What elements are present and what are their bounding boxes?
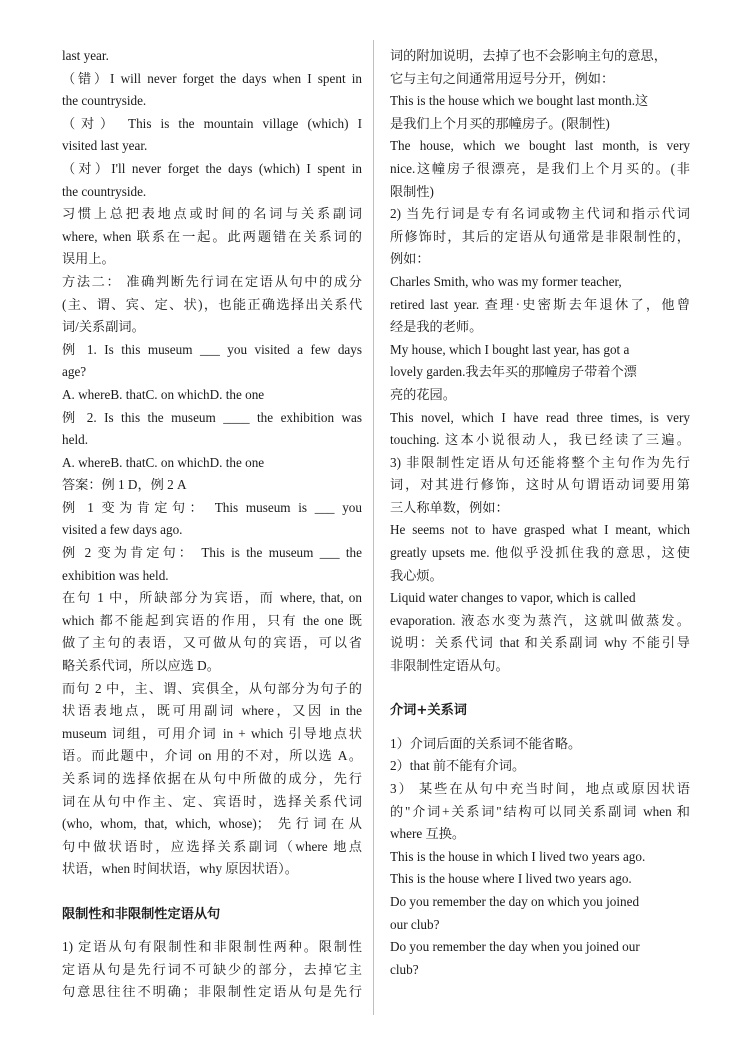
text-line: retired last year. 查理·史密斯去年退休了，他曾 (390, 296, 690, 312)
right-after (390, 733, 690, 982)
text-line: evaporation. 液态水变为蒸汽，这就叫做蒸发。 (390, 612, 690, 628)
text-line: 限制性) (390, 183, 434, 199)
text-line: 误用上。 (62, 251, 115, 267)
text-line: 词的附加说明，去掉了也不会影响主句的意思， (390, 48, 667, 63)
text-line: 句中做状语时，应选择关系副词（where 地点 (62, 838, 362, 854)
text-line: （对） This is the mountain village (which) I (62, 115, 362, 131)
text-line: 关系词的选择依据在从句中所做的成分，先行 (62, 771, 362, 786)
text-line: 词，对其进行修饰，这时从句谓语动词要用第 (390, 477, 690, 493)
text-line: This novel, which I have read three times, is very (390, 409, 690, 425)
text-line: 说明：关系代词 that 和关系副词 why 不能引导 (390, 635, 690, 651)
text-line: where 互换。 (390, 826, 466, 842)
text-line: 做了主句的表语，又可做从句的宾语，可以省 (62, 635, 362, 651)
text-line: The house, which we bought last month, is very (390, 138, 690, 154)
text-line: our club? (390, 916, 440, 932)
text-line: 定语从句是先行词不可缺少的部分，去掉它主 (62, 961, 362, 977)
text-line: held. (62, 432, 89, 448)
text-line: 非限制性定语从句。 (390, 658, 509, 674)
text-line: nice.这幢房子很漂亮，是我们上个月买的。(非 (390, 160, 690, 176)
text-line: 答案：例 1 D，例 2 A (62, 477, 187, 493)
text-line: （对）I'll never forget the days (which) I spent in (62, 160, 362, 176)
text-line: age? (62, 364, 87, 380)
text-line: 句意思往往不明确；非限制性定语从句是先行 (62, 984, 362, 1000)
text-line: 的"介词+关系词"结构可以同关系副词 when 和 (390, 803, 690, 819)
text-line: 状语表地点，既可用副词 where，又因 in the (62, 703, 362, 719)
text-line: Do you remember the day on which you joined (390, 893, 640, 909)
text-line: 2) 当先行词是专有名词或物主代词和指示代词 (390, 206, 690, 222)
column-divider (373, 40, 374, 1015)
right-body (390, 45, 690, 678)
text-line: This is the house in which I lived two years ago. (390, 848, 646, 864)
text-line: 所修饰时，其后的定语从句通常是非限制性的， (390, 228, 690, 244)
text-line: 词在从句中作主、定、宾语时，选择关系代词 (62, 793, 362, 809)
text-line: exhibition was held. (62, 567, 169, 583)
text-line: 语。而此题中，介词 on 用的不对，所以选 A。 (62, 748, 362, 764)
text-line: 3） 某些在从句中充当时间，地点或原因状语 (390, 781, 690, 796)
text-line: A. whereB. thatC. on whichD. the one (62, 386, 265, 402)
text-line: 3) 非限制性定语从句还能将整个主句作为先行 (390, 454, 690, 470)
left-after (62, 936, 362, 1004)
text-line: where, when 联系在一起。此两题错在关系词的 (62, 228, 362, 244)
text-line: 1）介词后面的关系词不能省略。 (390, 735, 582, 751)
text-line: (who, whom, that, which, whose)； 先行词在从 (62, 816, 362, 832)
text-line: （错）I will never forget the days when I spent in (62, 70, 362, 86)
left-column (62, 45, 362, 1004)
text-line: 2）that 前不能有介词。 (390, 758, 526, 774)
text-line: My house, which I bought last year, has got a (390, 341, 630, 357)
text-line: 三人称单数，例如： (390, 499, 509, 515)
text-line: 我心烦。 (390, 567, 443, 583)
text-line: 1) 定语从句有限制性和非限制性两种。限制性 (62, 939, 362, 955)
text-line: visited a few days ago. (62, 522, 183, 538)
text-line: the countryside. (62, 93, 147, 109)
text-line: 而句 2 中，主、谓、宾俱全，从句部分为句子的 (62, 680, 362, 696)
text-line: 词/关系副词。 (62, 319, 145, 335)
text-line: 略关系代词，所以应选 D。 (62, 658, 220, 674)
text-line: He seems not to have grasped what I meant, which (390, 522, 690, 538)
text-line: greatly upsets me. 他似乎没抓住我的意思，这使 (390, 545, 690, 561)
text-line: 经是我的老师。 (390, 319, 483, 335)
text-line: which 都不能起到宾语的作用，只有 the one 既 (62, 612, 362, 628)
text-line: 习惯上总把表地点或时间的名词与关系副词 (62, 206, 362, 222)
text-line: This is the house which we bought last month.这 (390, 93, 649, 109)
text-line: This is the house where I lived two years ago. (390, 871, 632, 887)
section-heading-restrictive: 限制性和非限制性定语从句 (62, 906, 221, 922)
text-line: (主、谓、宾、定、状)，也能正确选择出关系代 (62, 296, 362, 312)
spacer (390, 678, 690, 701)
text-line: museum 词组，可用介词 in + which 引导地点状 (62, 725, 362, 741)
spacer (390, 723, 690, 733)
text-line: 例 2. Is this the museum ____ the exhibition was (62, 409, 362, 425)
text-line: 例 2 变为肯定句： This is the museum ___ the (62, 545, 362, 561)
text-line: 例如： (390, 251, 430, 267)
text-line: Liquid water changes to vapor, which is called (390, 590, 636, 606)
text-line: Charles Smith, who was my former teacher, (390, 273, 622, 289)
text-line: 例 1 变为肯定句： This museum is ___ you (62, 499, 362, 515)
left-body (62, 45, 362, 881)
spacer (62, 926, 362, 936)
text-line: 例 1. Is this museum ___ you visited a few days (62, 341, 362, 357)
text-line: 它与主句之间通常用逗号分开，例如： (390, 70, 615, 86)
text-line: 方法二： 准确判断先行词在定语从句中的成分 (62, 273, 362, 289)
text-line: club? (390, 961, 419, 977)
text-line: last year. (62, 48, 109, 63)
text-line: 在句 1 中，所缺部分为宾语，而 where, that, on (62, 590, 362, 606)
right-column (390, 45, 690, 981)
text-line: visited last year. (62, 138, 148, 154)
text-line: 是我们上个月买的那幢房子。(限制性) (390, 115, 610, 131)
text-line: the countryside. (62, 183, 147, 199)
text-line: touching. 这本小说很动人，我已经读了三遍。 (390, 432, 690, 448)
text-line: lovely garden.我去年买的那幢房子带着个漂 (390, 364, 637, 380)
text-line: 亮的花园。 (390, 386, 456, 402)
text-line: 状语，when 时间状语，why 原因状语）。 (62, 861, 298, 877)
text-line: A. whereB. thatC. on whichD. the one (62, 454, 265, 470)
spacer (62, 881, 362, 904)
section-heading-preposition: 介词+关系词 (390, 703, 467, 719)
text-line: Do you remember the day when you joined our (390, 939, 640, 955)
